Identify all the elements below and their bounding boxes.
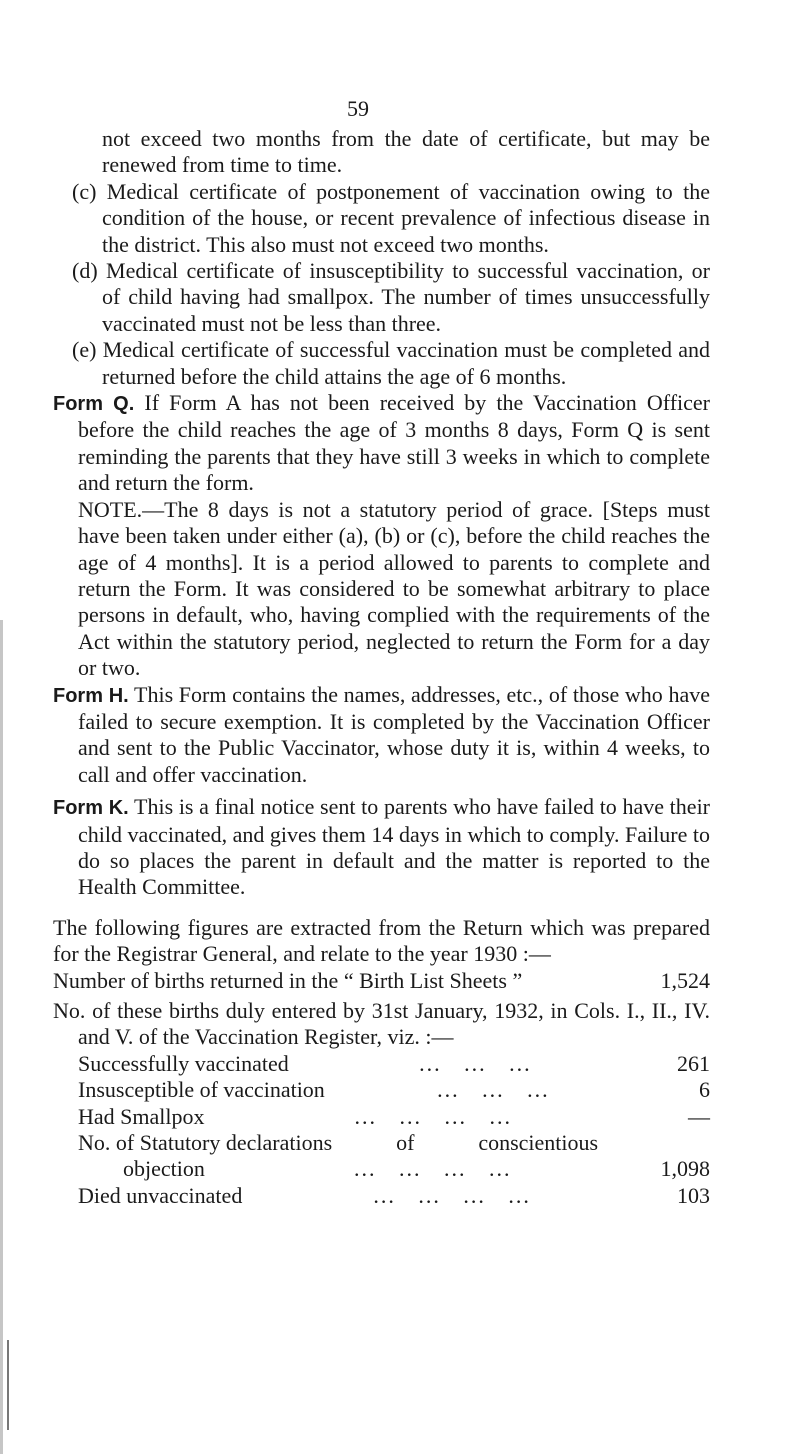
form-text: If Form A has not been received by the Vaccination Officer before the child reaches the age of 3 months 8 days, Form Q is sent reminding the parents that they have still 3 weeks in which to complete and return the form. xyxy=(78,390,711,496)
figures-intro: The following figures are extracted from the Return which was prepared for the Registrar General, and relate to the year 1930 :— xyxy=(53,914,710,967)
form-text: This Form contains the names, addresses, etc., of those who have failed to secure exemption. It is completed by the Vaccination Officer and sent to the Public Vaccinator, whose duty it is, within 4 weeks, to call and offer vaccination. xyxy=(78,681,711,787)
item-e xyxy=(53,337,710,390)
stat-label: Insusceptible of vaccination xyxy=(78,1077,325,1103)
item-text: Medical certificate of insusceptibility to successful vaccination, or of child having had smallpox. The number of times unsuccessfully vaccinated must not be less than three. xyxy=(102,258,710,336)
stat-row xyxy=(78,1104,710,1130)
form-q-paragraph xyxy=(53,390,710,497)
stat-row-multiline xyxy=(78,1130,710,1156)
form-h-paragraph xyxy=(53,682,710,789)
leader-dots: ... ... ... xyxy=(437,1077,550,1103)
item-label: (d) xyxy=(72,258,98,284)
stat-label: Had Smallpox xyxy=(78,1103,205,1129)
births-value: 1,524 xyxy=(660,967,710,993)
stat-value: 103 xyxy=(677,1182,710,1208)
item-c xyxy=(53,179,710,258)
form-label: Form Q. xyxy=(53,393,135,416)
stat-row xyxy=(78,1183,710,1209)
page-edge-shadow xyxy=(0,620,3,1454)
form-label: Form H. xyxy=(53,684,129,707)
item-d xyxy=(53,258,710,337)
births-label: Number of births returned in the “ Birth List Sheets ” xyxy=(53,967,523,993)
stat-row xyxy=(78,1051,710,1077)
stat-row xyxy=(78,1156,710,1182)
continuation-paragraph: not exceed two months from the date of certificate, but may be renewed from time to time. xyxy=(102,126,710,178)
form-text: This is a final notice sent to parents who have failed to have their child vaccinated, and gives them 14 days in which to comply. Failure to do so places the parent in default and the matter is reported to the Health Committee. xyxy=(78,794,711,900)
stat-label: Successfully vaccinated xyxy=(78,1050,289,1076)
item-label: (e) xyxy=(72,337,97,363)
stat-label: Died unvaccinated xyxy=(78,1182,243,1208)
stat-value: — xyxy=(688,1103,710,1129)
stat-label-part: conscientious xyxy=(478,1130,599,1156)
births-line xyxy=(53,968,710,994)
stat-value: 1,098 xyxy=(660,1156,710,1182)
stat-row xyxy=(78,1077,710,1103)
form-q-note: NOTE.—The 8 days is not a statutory period of grace. [Steps must have been taken under either (a), (b) or (c), before the child reaches the age of 4 months]. It is a period allowed to parents to complete and return the Form. It was considered to be somewhat arbitrary to place persons in default, who, having complied with the requirements of the Act within the statutory period, neglected to return the Form for a day or two. xyxy=(78,496,710,681)
form-k-paragraph xyxy=(53,794,710,901)
stat-label: objection xyxy=(123,1156,205,1182)
leader-dots: ... ... ... ... xyxy=(373,1182,531,1208)
page-edge-mark xyxy=(7,1340,9,1430)
leader-dots: ... ... ... ... xyxy=(353,1156,512,1182)
stat-label-part: No. of Statutory declarations xyxy=(78,1130,333,1156)
stat-value: 6 xyxy=(699,1077,710,1103)
stat-label-part: of xyxy=(396,1130,415,1156)
entered-line: No. of these births duly entered by 31st January, 1932, in Cols. I., II., IV. and V. of the Vaccination Register, viz. :— xyxy=(53,998,710,1050)
item-label: (c) xyxy=(72,178,97,204)
leader-dots: ... ... ... ... xyxy=(354,1103,512,1129)
item-text: Medical certificate of postponement of vaccination owing to the condition of the house, or recent prevalence of infectious disease in the district. This also must not exceed two months. xyxy=(102,178,710,257)
form-label: Form K. xyxy=(53,797,129,820)
stat-value: 261 xyxy=(677,1050,710,1076)
stats-list xyxy=(53,1051,710,1209)
item-text: Medical certificate of successful vaccination must be completed and returned before the child attains the age of 6 months. xyxy=(102,337,711,389)
body-text xyxy=(53,126,710,1209)
page-number: 59 xyxy=(347,96,369,121)
leader-dots: ... ... ... xyxy=(419,1050,532,1076)
